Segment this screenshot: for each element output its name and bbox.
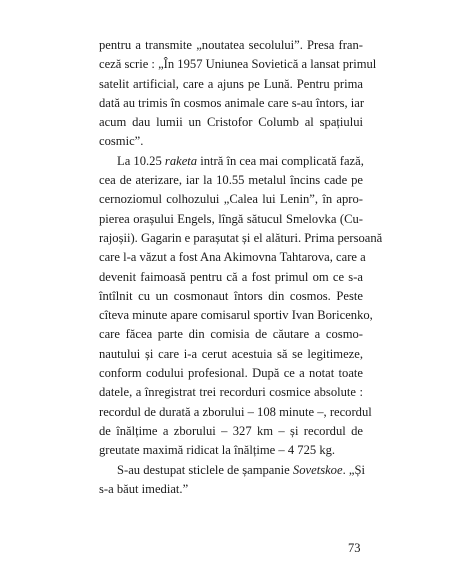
text-line: greutate maximă ridicat la înălțime – 4 725 kg. [99,443,336,458]
text-line: satelit artificial, care a ajuns pe Lună. Pentru prima [99,76,363,91]
text-line: rajoșii). Gagarin e parașutat și el alături. Prima persoană [99,230,383,245]
text-line: cosmic”. [99,134,144,149]
text-line: nautului și care i-a cerut acestuia să se legitimeze, [99,346,363,361]
text-line: cernoziomul colhozului „Calea lui Lenin”, în apro- [99,192,363,207]
text-line: pentru a transmite „noutatea secolului”. Presa fran- [99,38,363,52]
paragraph-3 [99,461,363,500]
text-line: recordul de durată a zborului – 108 minute –, recordul [99,404,372,419]
body-text [99,36,383,499]
text-line: care l-a văzut a fost Ana Akimovna Tahtarova, care a [99,250,366,265]
text-line: conform codului profesional. După ce a notat toate [99,366,363,381]
text-line: de înălțime a zborului – 327 km – și recordul de [99,423,363,438]
page-number: 73 [348,541,361,555]
text-line: s-a băut imediat.” [99,481,189,496]
text-line: S-au destupat sticlele de șampanie Sovetskoe. „Și [117,462,365,477]
text-line: acum dau lumii un Cristofor Columb al spațiului [99,115,363,130]
paragraph-2 [99,152,383,461]
text-line: întîlnit cu un cosmonaut întors din cosmos. Peste [99,288,363,303]
text-line: pierea orașului Engels, lîngă sătucul Smelovka (Cu- [99,211,363,226]
italic-word: Sovetskoe [292,462,343,477]
italic-word: raketa [164,153,198,168]
text-line: La 10.25 raketa intră în cea mai complicată fază, [117,153,364,168]
text-line: cea de aterizare, iar la 10.55 metalul încins cade pe [99,173,363,188]
text-line: datele, a înregistrat trei recorduri cosmice absolute : [99,385,363,400]
paragraph-1 [99,36,377,152]
text-line: ceză scrie : „În 1957 Uniunea Sovietică a lansat primul [99,57,377,72]
text-line: devenit faimoasă pentru că a fost primul om ce s-a [99,269,363,284]
text-line: care făcea parte din comisia de căutare a cosmo- [99,327,363,342]
text-line: dată au trimis în cosmos animale care s-au întors, iar [99,95,365,110]
text-line: cîteva minute apare comisarul sportiv Ivan Boricenko, [99,308,373,323]
